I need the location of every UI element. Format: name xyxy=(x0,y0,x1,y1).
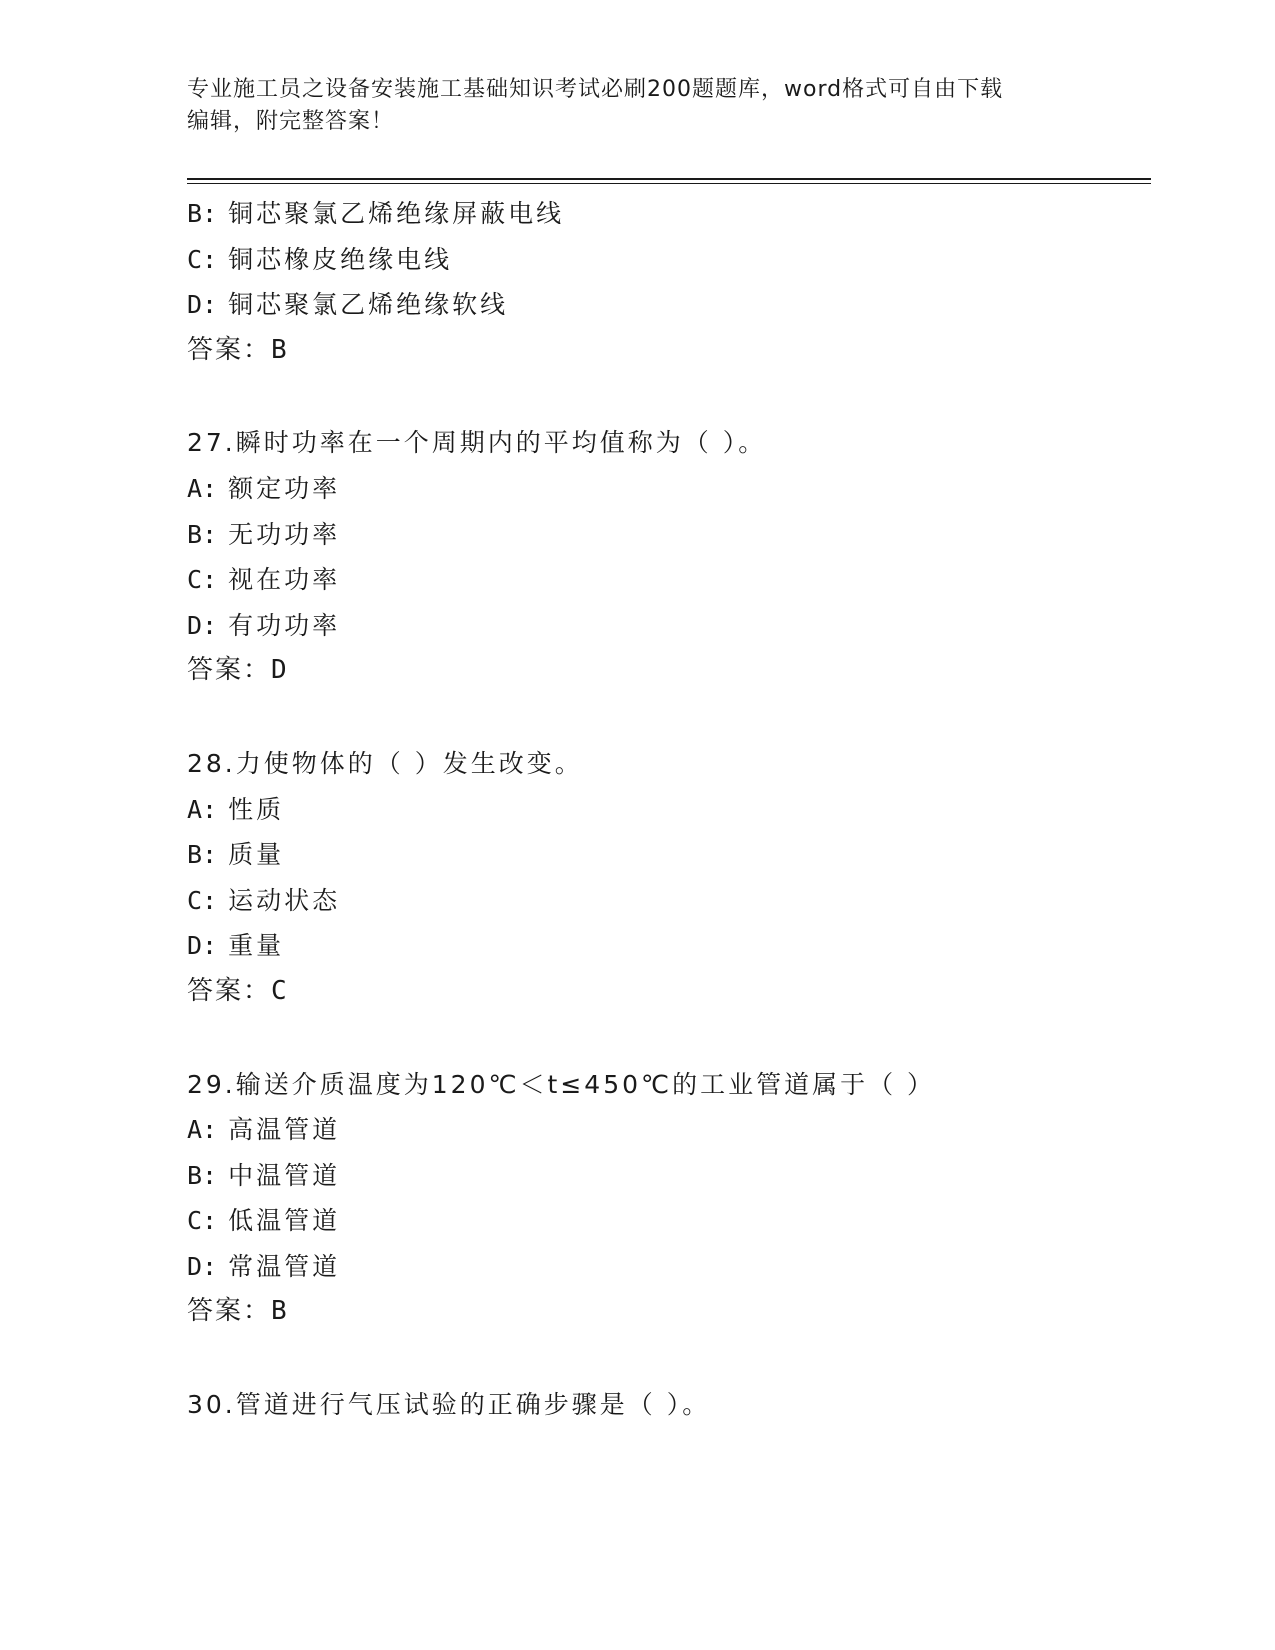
document-header xyxy=(187,74,1067,138)
option-text: 常温管道 xyxy=(228,1251,341,1281)
option-b xyxy=(187,832,1147,878)
option-label: B: xyxy=(187,199,218,228)
option-a xyxy=(187,787,1147,833)
option-d xyxy=(187,1244,1147,1290)
question-block-28 xyxy=(187,741,1147,1015)
option-d xyxy=(187,923,1147,969)
option-text: 运动状态 xyxy=(228,885,341,915)
question-text: 29.输送介质温度为120℃＜t≤450℃的工业管道属于（ ） xyxy=(187,1069,936,1099)
header-title-line-2: 编辑，附完整答案！ xyxy=(187,109,395,134)
block-spacer xyxy=(187,1015,1147,1062)
answer-line xyxy=(187,1289,1147,1335)
option-label: D: xyxy=(187,290,218,320)
option-text: 铜芯聚氯乙烯绝缘屏蔽电线 xyxy=(228,199,565,228)
option-c xyxy=(187,237,1147,283)
question-block-30 xyxy=(187,1382,1147,1428)
option-text: 低温管道 xyxy=(228,1206,341,1236)
option-label: B: xyxy=(187,840,218,870)
question-block-27 xyxy=(187,420,1147,694)
option-text: 中温管道 xyxy=(228,1160,341,1190)
option-text: 性质 xyxy=(228,794,285,824)
question-text: 27.瞬时功率在一个周期内的平均值称为（ ）。 xyxy=(187,428,767,458)
option-label: D: xyxy=(187,610,218,640)
option-text: 视在功率 xyxy=(228,565,341,595)
option-b xyxy=(187,1153,1147,1199)
option-text: 铜芯橡皮绝缘电线 xyxy=(228,244,453,274)
option-a xyxy=(187,466,1147,512)
option-label: C: xyxy=(187,565,218,595)
header-title-line-1: 专业施工员之设备安装施工基础知识考试必刷200题题库，word格式可自由下载 xyxy=(187,77,1004,102)
option-label: B: xyxy=(187,1160,218,1190)
question-text: 30.管道进行气压试验的正确步骤是（ ）。 xyxy=(187,1390,711,1420)
answer-value: B xyxy=(271,334,289,365)
answer-line xyxy=(187,328,1147,374)
option-c xyxy=(187,1198,1147,1244)
option-label: C: xyxy=(187,1206,218,1236)
answer-value: B xyxy=(271,1296,289,1327)
question-block-29 xyxy=(187,1062,1147,1336)
option-b xyxy=(187,191,1147,237)
option-text: 重量 xyxy=(228,931,285,961)
block-spacer xyxy=(187,373,1147,420)
option-b xyxy=(187,512,1147,558)
answer-value: D xyxy=(271,655,289,686)
block-spacer xyxy=(187,1335,1147,1382)
question-text: 28.力使物体的（ ）发生改变。 xyxy=(187,748,583,778)
option-d xyxy=(187,282,1147,328)
option-text: 铜芯聚氯乙烯绝缘软线 xyxy=(228,290,509,320)
answer-line xyxy=(187,969,1147,1015)
answer-line xyxy=(187,648,1147,694)
answer-prefix: 答案： xyxy=(187,655,272,686)
option-text: 无功功率 xyxy=(228,519,341,549)
option-label: A: xyxy=(187,794,218,824)
option-a xyxy=(187,1107,1147,1153)
option-text: 额定功率 xyxy=(228,473,341,503)
answer-value: C xyxy=(271,975,289,1006)
question-block-26 xyxy=(187,191,1147,373)
answer-prefix: 答案： xyxy=(187,334,272,365)
option-text: 有功功率 xyxy=(228,610,341,640)
option-label: C: xyxy=(187,885,218,915)
option-c xyxy=(187,557,1147,603)
answer-prefix: 答案： xyxy=(187,1296,272,1327)
option-c xyxy=(187,878,1147,924)
option-label: A: xyxy=(187,1115,218,1145)
answer-prefix: 答案： xyxy=(187,975,272,1006)
question-list xyxy=(187,191,1147,1428)
option-label: B: xyxy=(187,519,218,549)
option-text: 质量 xyxy=(228,840,285,870)
option-text: 高温管道 xyxy=(228,1115,341,1145)
option-label: D: xyxy=(187,1251,218,1281)
header-divider-thick xyxy=(187,178,1151,180)
option-label: C: xyxy=(187,244,218,274)
header-divider-thin xyxy=(187,183,1151,184)
block-spacer xyxy=(187,694,1147,741)
option-label: A: xyxy=(187,473,218,503)
option-d xyxy=(187,603,1147,649)
option-label: D: xyxy=(187,931,218,961)
